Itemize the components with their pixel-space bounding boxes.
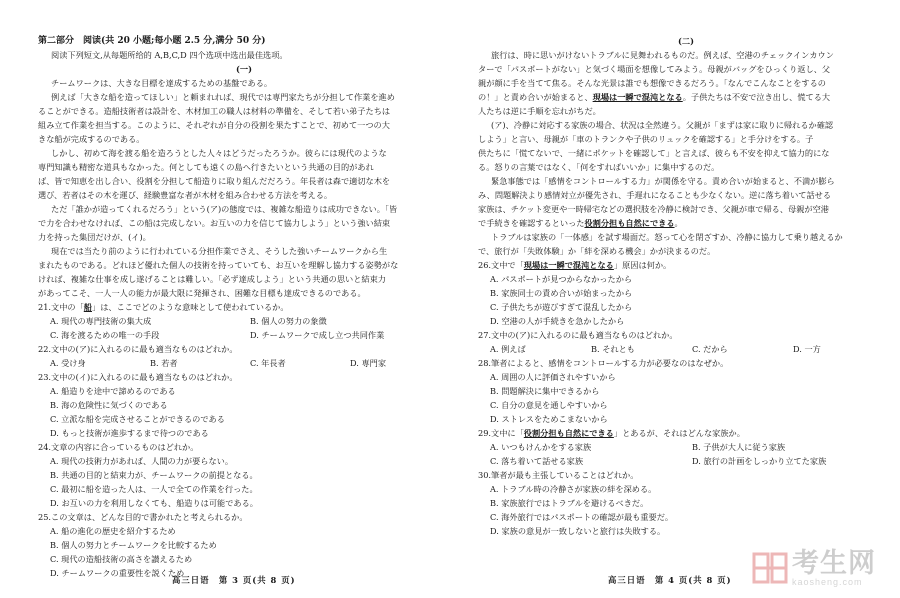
question-22: [38, 342, 450, 370]
option-b[interactable]: B. 家族旅行ではトラブルを避けるべきだ。: [490, 498, 649, 508]
passage-line: まれたものである。どれほど優れた個人の技術を持っていても、お互いを理解し協力する姿勢がな: [38, 260, 399, 270]
section-title-1: (一): [236, 64, 252, 74]
question-25: [38, 510, 450, 580]
option-a[interactable]: A. 周囲の人に評価されやすいから: [490, 372, 616, 382]
option-b[interactable]: B. 海の危険性に気づくのである: [50, 400, 168, 410]
option-d[interactable]: D. 専門家: [350, 358, 387, 368]
passage-line: トラブルは家族の「一体感」を試す場面だ。怒って心を閉ざすか、冷静に協力して乗り越えるか: [491, 232, 843, 242]
page-footer-4: 高三日语 第 4 页(共 8 页): [608, 575, 732, 585]
question-number: 24.: [38, 442, 52, 452]
page-footer-3: 高三日语 第 3 页(共 8 页): [172, 575, 296, 585]
logo-name: 考生网: [792, 548, 876, 578]
option-d[interactable]: D. ストレスをためこまないから: [490, 414, 608, 424]
passage-line: 選び、若者はその木を運び、経験豊富な者が木材を組み合わせる方法を考える。: [38, 190, 333, 200]
option-c[interactable]: C. 年長者: [250, 358, 286, 368]
question-stem: 文中の(イ)に入れるのに最も適当なものはどれか。: [51, 372, 238, 382]
passage-line: 家族は、チケット変更や一時帰宅などの選択肢を冷静に検討でき、父親が車で帰る、母親が空港: [478, 204, 829, 214]
passage-line: 緊急事態では「感情をコントロールする力」が関係を守る。責め合いが始まると、不満が膨ら: [491, 176, 835, 186]
option-b[interactable]: B. 個人の努力とチームワークを比較するため: [50, 540, 217, 550]
option-d[interactable]: D. 家族の意見が一致しないと旅行は失敗する。: [490, 526, 666, 536]
question-21: [38, 300, 450, 342]
passage-line: があってこそ、一人一人の能力が最大限に発揮され、困難な目標も達成できるのである。: [38, 288, 366, 298]
page-3-column: [38, 34, 450, 580]
passage-line: 力を持った集団だけが、(イ)。: [38, 232, 151, 242]
passage-line: 現在では当たり前のように行われている分担作業でさえ、そうした強いチームワークから生: [51, 246, 388, 256]
option-a[interactable]: A. 現代の技術力があれば、人間の力が要らない。: [50, 456, 234, 466]
passage-text: 。子供たちは不安で泣き出し、慌てる大: [682, 92, 831, 102]
question-stem: 」は、ここでどのような意味として使われているか。: [92, 302, 289, 312]
watermark-logo: [752, 538, 900, 598]
question-23: [38, 370, 450, 440]
question-24: [38, 440, 450, 510]
option-c[interactable]: C. 最初に船を造った人は、一人で全ての作業を行った。: [50, 484, 258, 494]
option-d[interactable]: D. 一方: [793, 344, 821, 354]
option-c[interactable]: C. 立派な船を完成させることができるのである: [50, 414, 225, 424]
passage-line: [478, 216, 894, 230]
passage-line: で、旅行が「失敗体験」か「絆を深める機会」かが決まるのだ。: [478, 246, 716, 256]
passage-text: 。: [674, 218, 683, 228]
instruction: 阅读下列短文,从每题所给的 A,B,C,D 四个选项中选出最佳选项。: [51, 50, 288, 60]
question-number: 25.: [38, 512, 52, 522]
option-b[interactable]: B. 若者: [150, 358, 178, 368]
option-d[interactable]: D. もっと技術が進歩するまで待つのである: [50, 428, 209, 438]
passage-line: ければ、複雑な仕事を成し遂げることは難しい。「必ず達成しよう」という共通の思いと結束力: [38, 274, 386, 284]
question-number: 28.: [478, 358, 492, 368]
passage-line: ただ「誰かが造ってくれるだろう」という(ア)の態度では、複雑な船造りは成功できない。「皆: [51, 204, 398, 214]
option-d[interactable]: D. お互いの力を利用しなくても、船造りは可能である。: [50, 498, 258, 508]
page-4-column: [478, 34, 894, 538]
question-28: [478, 356, 894, 426]
option-c[interactable]: C. 子供たちが遊びすぎて混乱したから: [490, 302, 633, 312]
underlined-phrase-2: 役割分担も自然にできる: [584, 218, 675, 228]
passage-line: 旅行は、時に思いがけないトラブルに見舞われるものだ。例えば、空港のチェックインカウン: [491, 50, 834, 60]
option-c[interactable]: C. 落ち着いて話せる家族: [490, 456, 584, 466]
logo-url: kaosheng.com: [792, 577, 863, 587]
option-d[interactable]: D. チームワークの重要性を説くため: [50, 568, 185, 578]
question-stem: 文章の内容に合っているものはどれか。: [51, 442, 199, 452]
option-a[interactable]: A. 現代の専門技術の集大成: [50, 316, 152, 326]
question-stem: 文中で「: [491, 260, 524, 270]
question-number: 23.: [38, 372, 52, 382]
passage-line: ば、皆で知恵を出し合い、役割を分担して船造りに取り組んだだろう。年長者は森で適切な木を: [38, 176, 391, 186]
section-title-2: (二): [678, 36, 694, 46]
option-a[interactable]: A. 船の進化の歴史を紹介するため: [50, 526, 176, 536]
passage-text: の！」と責め合いが始まると、: [478, 92, 593, 102]
passage-line: ターで「パスポートがない」と気づく場面を想像してみよう。母親がバッグをひっくり返し、父: [478, 64, 831, 74]
option-b[interactable]: B. それとも: [591, 344, 635, 354]
passage-line: しかし、初めて海を渡る船を造ろうとした人々はどうだったろうか。彼らには現代のような: [51, 148, 387, 158]
question-number: 26.: [478, 260, 492, 270]
option-a[interactable]: A. トラブル時の冷静さが家族の絆を深める。: [490, 484, 657, 494]
option-d[interactable]: D. チームワークで成し立つ共同作業: [250, 330, 385, 340]
passage-line: チームワークは、大きな目標を達成するための基盤である。: [51, 78, 273, 88]
passage-line: 組み立て作業を担当する。このように、それぞれが自分の役割を果たすことで、初めて一つの大: [38, 120, 390, 130]
passage-line: しよう」と言い、母親が「車のトランクや子供のリュックを確認する」と手分けをする。子: [478, 134, 814, 144]
passage-1: [38, 76, 450, 300]
question-29: [478, 426, 894, 468]
passage-line: る。怒りの言葉ではなく、「何をすればいいか」に集中するのだ。: [478, 162, 720, 172]
question-stem: 」原因は何か。: [613, 260, 672, 270]
passage-line: きな船が完成するのである。: [38, 134, 145, 144]
option-b[interactable]: B. 個人の努力の象徴: [250, 316, 327, 326]
underlined-keyword: 船: [83, 302, 92, 312]
question-number: 22.: [38, 344, 52, 354]
option-d[interactable]: D. 空港の人が手続きを急かしたから: [490, 316, 625, 326]
option-a[interactable]: A. 受け身: [50, 358, 86, 368]
option-b[interactable]: B. 子供が大人に従う家族: [692, 442, 786, 452]
option-a[interactable]: A. パスポートが見つからなかったから: [490, 274, 633, 284]
passage-line: み、問題解決より感情対立が優先され、手遅れになることも少なくない。逆に落ち着いて話せる: [478, 190, 832, 200]
option-a[interactable]: A. 船造りを途中で諦めるのである: [50, 386, 176, 396]
option-b[interactable]: B. 問題解決に集中できるから: [490, 386, 600, 396]
question-number: 30.: [478, 470, 492, 480]
kaosheng-logo-icon: [752, 550, 788, 586]
passage-2: [478, 48, 894, 258]
question-stem: 」とあるが、それはどんな家族か。: [613, 428, 745, 438]
question-stem: 筆者が最も主張していることはどれか。: [491, 470, 639, 480]
passage-line: 親が顔に手を当てて焦る。そんな光景は誰でも想像できるだろう。「なんでこんなことをするの: [478, 78, 826, 88]
question-number: 27.: [478, 330, 492, 340]
question-26: [478, 258, 894, 328]
option-b[interactable]: B. 共通の目的と結束力が、チームワークの前提となる。: [50, 470, 258, 480]
question-27: [478, 328, 894, 356]
option-d[interactable]: D. 旅行の計画をしっかり立てた家族: [692, 456, 827, 466]
underlined-phrase-1: 現場は一瞬で混沌となる: [592, 92, 683, 102]
question-stem: 文中に「: [491, 428, 524, 438]
option-c[interactable]: C. 海を渡るための唯一の手段: [50, 330, 160, 340]
option-c[interactable]: C. 自分の意見を通しやすいから: [490, 400, 608, 410]
option-b[interactable]: B. 家族同士の責め合いが始まったから: [490, 288, 633, 298]
passage-line: 供たちに「慌てないで、一緒にポケットを確認して」と言えば、彼らも不安を抑えて協力的にな: [478, 148, 830, 158]
passage-line: (ア)、冷静に対応する家族の場合、状況は全然違う。父親が「まずは家に取りに帰れるか確認: [491, 120, 834, 130]
passage-line: [478, 90, 894, 104]
question-number: 21.: [38, 302, 52, 312]
underlined-keyword: 役割分担も自然にできる: [523, 428, 614, 438]
option-c[interactable]: C. だから: [692, 344, 728, 354]
passage-text: で手続きを確認するといった: [478, 218, 585, 228]
passage-line: 専門知識も精密な道具もなかった。何としても遠くの島へ行きたいという共通の目的があれ: [38, 162, 374, 172]
question-stem: 筆者によると、感情をコントロールする力が必要なのはなぜか。: [491, 358, 729, 368]
question-number: 29.: [478, 428, 492, 438]
question-stem: 文中の(ア)に入れるのに最も適当なものはどれか。: [491, 330, 678, 340]
passage-line: で力を合わせなければ、この船は完成しない。お互いの力を信じて協力しよう」という強い結束: [38, 218, 391, 228]
question-stem: 文中の(ア)に入れるのに最も適当なものはどれか。: [51, 344, 238, 354]
question-stem: 文中の「: [51, 302, 84, 312]
option-a[interactable]: A. 例えば: [490, 344, 526, 354]
part-title: 第二部分 阅读(共 20 小题;每小题 2.5 分,满分 50 分): [38, 36, 266, 46]
option-c[interactable]: C. 現代の造船技術の高さを讃えるため: [50, 554, 193, 564]
passage-line: 例えば「大きな船を造ってほしい」と頼まれれば、現代では専門家たちが分担して作業を進め: [51, 92, 395, 102]
passage-line: ることができる。造船技術者は設計を、木材加工の職人は材料の準備を、そして若い弟子たちは: [38, 106, 391, 116]
passage-line: 人たちは逆に手順を忘れがちだ。: [478, 106, 601, 116]
question-stem: この文章は、どんな目的で書かれたと考えられるか。: [51, 512, 248, 522]
option-a[interactable]: A. いつもけんかをする家族: [490, 442, 592, 452]
option-c[interactable]: C. 海外旅行ではパスポートの確認が最も重要だ。: [490, 512, 674, 522]
underlined-keyword: 現場は一瞬で混沌となる: [523, 260, 614, 270]
question-30: [478, 468, 894, 538]
